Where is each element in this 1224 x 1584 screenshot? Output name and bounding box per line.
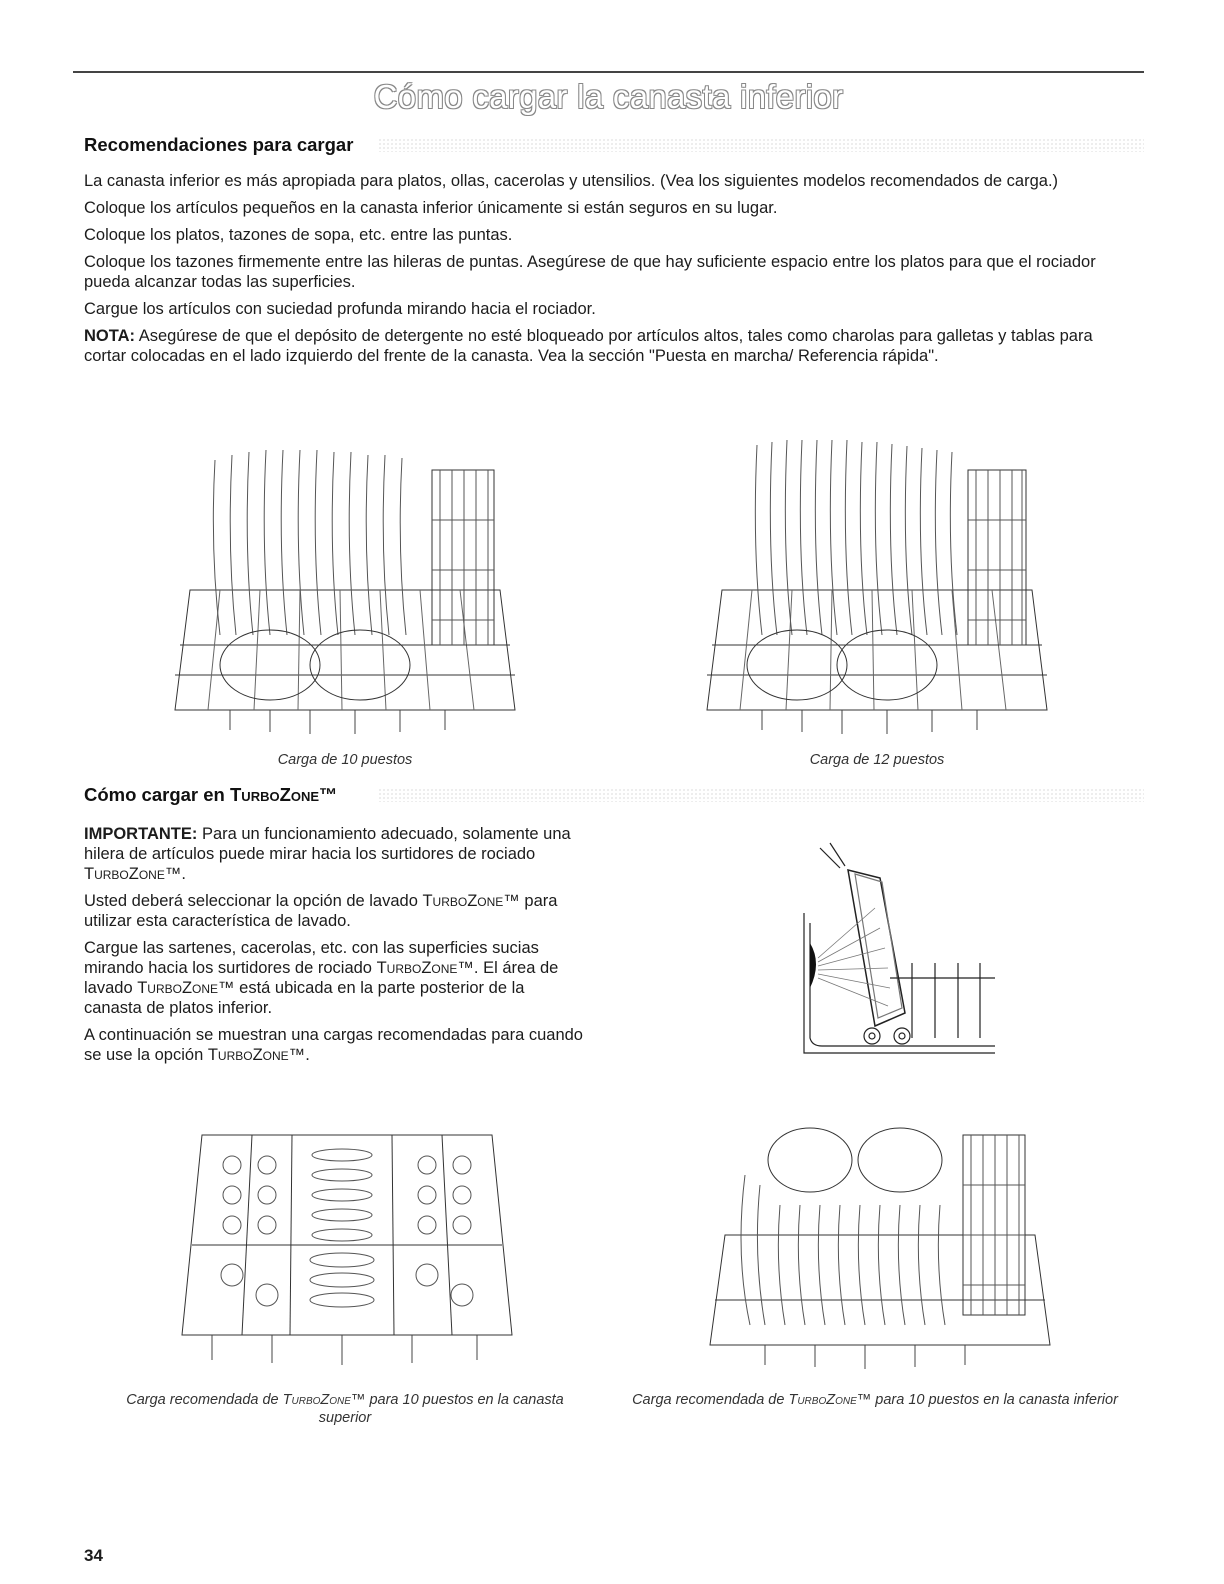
caption-turbozone-lower [630, 1391, 1120, 1409]
brand-name: TurboZone™ [376, 959, 474, 977]
caption-turbozone-upper [100, 1391, 590, 1427]
paragraph [84, 891, 584, 931]
brand-name: TurboZone™ [788, 1392, 872, 1408]
paragraph [84, 824, 584, 884]
text-run: . El área de lavado [84, 959, 559, 997]
caption-10-place: Carga de 10 puestos [277, 752, 413, 768]
heading-prefix: Cómo cargar en [84, 784, 230, 805]
page-number: 34 [84, 1546, 103, 1565]
loading-recommendations-text [84, 171, 1134, 373]
paragraph: Coloque los tazones firmemente entre las hileras de puntas. Asegúrese de que hay suficiente espacio entre los platos para que el rociador pueda alcanzar todas las superficies. [84, 253, 1096, 291]
brand-name: TurboZone™ [230, 784, 338, 805]
top-rule [73, 71, 1144, 73]
brand-name: TurboZone™ [282, 1392, 366, 1408]
note-paragraph [84, 326, 1134, 366]
text-run: para 10 puestos en la canasta inferior [871, 1392, 1118, 1408]
caption-12-place: Carga de 12 puestos [809, 752, 945, 768]
important-label: IMPORTANTE: [84, 825, 198, 843]
brand-name: TurboZone™ [84, 865, 182, 883]
text-run: A continuación se muestran una cargas recomendadas para cuando se use la opción [84, 1026, 583, 1064]
text-run: Cargue las sartenes, cacerolas, etc. con las superficies sucias mirando hacia los surtidores de rociado [84, 939, 539, 977]
turbozone-text [84, 824, 584, 1072]
page-title: Cómo cargar la canasta inferior [373, 78, 844, 115]
note-label: NOTA: [84, 327, 136, 345]
text-run: Para un funcionamiento adecuado, solamente una hilera de artículos puede mirar hacia los surtidores de rociado [84, 825, 571, 863]
paragraph [84, 1025, 584, 1065]
turbozone-lower-rack-illustration [705, 1115, 1055, 1375]
brand-name: TurboZone™ [137, 979, 235, 997]
paragraph: Coloque los platos, tazones de sopa, etc. entre las puntas. [84, 226, 513, 244]
text-run: . [181, 865, 186, 883]
brand-name: TurboZone™ [422, 892, 520, 910]
note-text: Asegúrese de que el depósito de detergente no esté bloqueado por artículos altos, tales como charolas para galletas y tablas para cortar colocadas en el lado izquierdo del frente de la canasta. Vea la sección "Puesta en marcha/ Referencia rápida". [84, 327, 1093, 365]
text-run: Carga recomendada de [126, 1392, 283, 1408]
paragraph: Coloque los artículos pequeños en la canasta inferior únicamente si están seguros en su lugar. [84, 199, 778, 217]
heading-dot-band [378, 788, 1144, 802]
section-heading-turbozone [84, 784, 338, 806]
paragraph: La canasta inferior es más apropiada para platos, ollas, cacerolas y utensilios. (Vea los siguientes modelos recomendados de carga.) [84, 172, 1059, 190]
heading-dot-band [378, 138, 1144, 152]
rack-12-place-illustration [702, 430, 1052, 745]
paragraph [84, 938, 584, 1018]
text-run: para utilizar esta característica de lavado. [84, 892, 558, 930]
paragraph: Cargue los artículos con suciedad profunda mirando hacia el rociador. [84, 300, 596, 318]
text-run: está ubicada en la parte posterior de la canasta de platos inferior. [84, 979, 525, 1017]
brand-name: TurboZone™ [207, 1046, 306, 1064]
text-run: Usted deberá seleccionar la opción de lavado [84, 892, 423, 910]
turbozone-spray-diagram [800, 838, 1000, 1060]
text-run: . [305, 1046, 310, 1064]
rack-10-place-illustration [170, 440, 520, 745]
turbozone-upper-rack-illustration [172, 1125, 522, 1375]
text-run: Carga recomendada de [632, 1392, 789, 1408]
text-run: para 10 puestos en la canasta superior [318, 1392, 564, 1426]
section-heading-loading-recommendations: Recomendaciones para cargar [84, 134, 354, 155]
